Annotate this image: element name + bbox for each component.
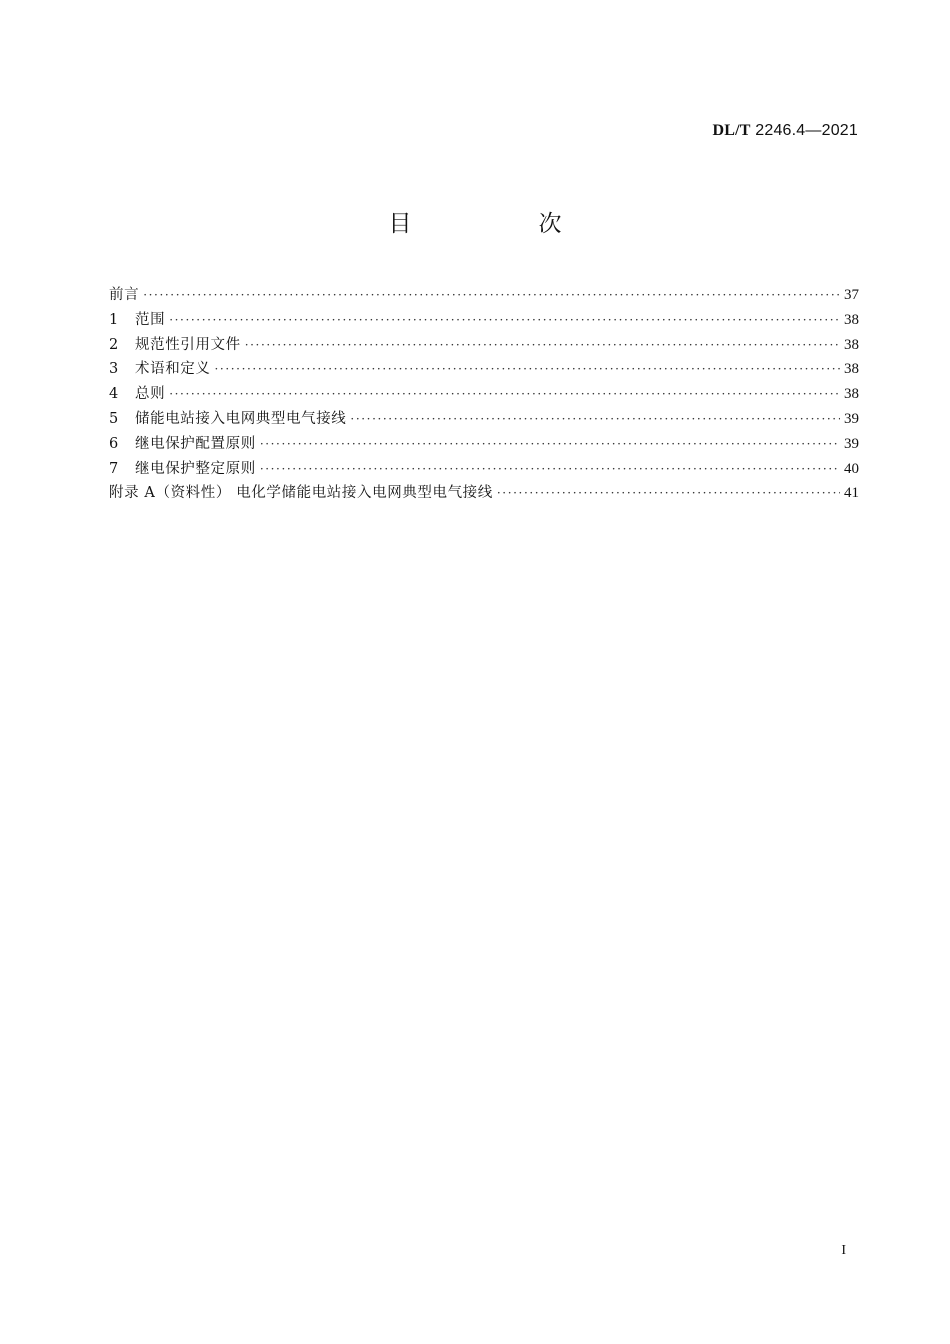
toc-dot-leader: [169, 313, 840, 327]
toc-entry-page: 39: [844, 435, 859, 452]
toc-entry-number: 6: [109, 435, 119, 452]
toc-entry-label: 范围: [135, 311, 166, 328]
toc-entry-normative-references[interactable]: [109, 333, 859, 358]
toc-entry-general[interactable]: [109, 382, 859, 407]
page-folio: I: [841, 1243, 846, 1258]
toc-list: [109, 283, 859, 506]
toc-entry-number: 4: [109, 386, 119, 403]
toc-dot-leader: [169, 387, 840, 401]
toc-entry-protection-setting[interactable]: [109, 457, 859, 482]
toc-dot-leader: [245, 338, 840, 352]
toc-entry-number: 7: [109, 460, 119, 477]
toc-entry-page: 38: [844, 336, 859, 353]
toc-entry-label: 储能电站接入电网典型电气接线: [135, 410, 347, 427]
toc-entry-foreword[interactable]: [109, 283, 859, 308]
toc-entry-page: 38: [844, 311, 859, 328]
toc-dot-leader: [215, 362, 841, 376]
toc-entry-page: 41: [844, 485, 859, 502]
toc-dot-leader: [260, 462, 840, 476]
standard-number: [712, 122, 858, 140]
toc-entry-label: 规范性引用文件: [135, 336, 241, 353]
toc-entry-number: 3: [109, 361, 119, 378]
toc-dot-leader: [350, 412, 840, 426]
toc-entry-terms-definitions[interactable]: [109, 357, 859, 382]
toc-entry-number: 2: [109, 336, 119, 353]
toc-entry-label: 总则: [135, 386, 166, 403]
toc-entry-page: 38: [844, 386, 859, 403]
toc-entry-protection-configuration[interactable]: [109, 432, 859, 457]
toc-dot-leader: [143, 288, 840, 302]
toc-entry-label: 术语和定义: [135, 361, 211, 378]
toc-entry-page: 40: [844, 460, 859, 477]
standard-code: 2246.4—2021: [755, 122, 858, 139]
toc-entry-scope[interactable]: [109, 308, 859, 333]
toc-entry-label: 附录 A（资料性） 电化学储能电站接入电网典型电气接线: [109, 485, 493, 502]
toc-entry-label: 前言: [109, 287, 140, 303]
toc-title: 目 次: [388, 211, 614, 237]
standard-prefix: DL/T: [712, 122, 751, 139]
toc-entry-annex-a[interactable]: [109, 481, 859, 506]
toc-entry-label: 继电保护配置原则: [135, 435, 256, 452]
toc-entry-number: 1: [109, 311, 119, 328]
toc-dot-leader: [260, 437, 840, 451]
toc-entry-number: 5: [109, 410, 119, 427]
toc-entry-page: 38: [844, 361, 859, 378]
toc-entry-typical-wiring[interactable]: [109, 407, 859, 432]
toc-entry-label: 继电保护整定原则: [135, 460, 256, 477]
toc-entry-page: 37: [844, 287, 859, 303]
toc-dot-leader: [497, 486, 840, 500]
toc-entry-page: 39: [844, 410, 859, 427]
